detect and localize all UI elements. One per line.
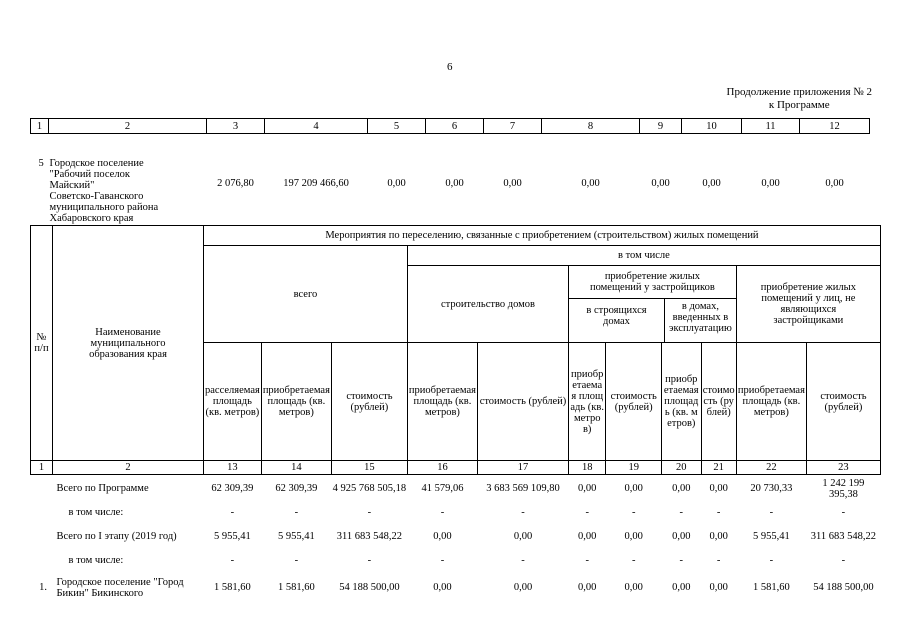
cell-value: - <box>440 507 445 518</box>
cell-value: 0,00 <box>709 483 728 495</box>
build-header: строительство домов <box>407 266 568 343</box>
cell-value: 62 309,39 <box>275 483 318 495</box>
subheader-cell: стоимость (рублей) <box>606 343 662 461</box>
column-number: 13 <box>204 461 262 475</box>
column-number: 20 <box>661 461 701 475</box>
subheader-cell: стоимость (рублей) <box>478 343 569 461</box>
column-number: 16 <box>407 461 477 475</box>
municipality-name <box>49 134 207 233</box>
cell-value: 0,00 <box>387 177 406 189</box>
cell-value: 0,00 <box>825 177 844 189</box>
continuation-table <box>30 118 870 232</box>
cell-value: 0,00 <box>433 582 452 593</box>
cell-value: - <box>679 507 683 518</box>
column-number: 17 <box>478 461 569 475</box>
cell-value: 311 683 548,22 <box>810 531 877 542</box>
row-number <box>31 523 53 551</box>
cell-value: - <box>367 507 372 518</box>
cell-value: 0,00 <box>513 531 533 542</box>
cell-value: 0,00 <box>445 177 464 189</box>
dev-commissioned-header: в домах, введенных в эксплуатацию <box>669 301 732 334</box>
row-name: Городское поселение "Город Бикин" Бикинского <box>56 576 184 599</box>
subheader-cell: расселяемая площадь (кв. метров) <box>204 343 262 461</box>
cell-value: 2 076,80 <box>217 177 254 189</box>
cell-value: 0,00 <box>672 531 691 542</box>
table1-header-cell: 12 <box>800 119 870 134</box>
row-name: Всего по Программе <box>56 483 149 495</box>
cell-value: 1 581,60 <box>753 582 790 593</box>
cell-value: - <box>716 507 721 518</box>
column-number: 1 <box>31 461 53 475</box>
cell-value: 0,00 <box>624 531 643 542</box>
cell-value: - <box>440 555 445 566</box>
cell-value: 5 955,41 <box>277 531 315 542</box>
nondev-header: приобретение жилых помещений у лиц, не являющихся застройщиками <box>736 266 880 343</box>
row-number: 1. <box>39 582 47 593</box>
row-number <box>31 503 53 523</box>
cell-value: - <box>230 555 235 566</box>
cell-value: 0,00 <box>702 177 721 189</box>
cell-value: - <box>585 555 589 566</box>
cell-value: 0,00 <box>624 483 643 495</box>
cell-value: 54 188 500,00 <box>339 582 400 593</box>
table1-header-cell: 8 <box>542 119 640 134</box>
row-number <box>31 551 53 571</box>
cell-value: 0,00 <box>709 531 728 542</box>
column-number: 19 <box>606 461 662 475</box>
cell-value: - <box>769 555 774 566</box>
cell-value: 0,00 <box>578 582 597 593</box>
table1-header-cell: 9 <box>640 119 682 134</box>
dev-title: приобретение жилых помещений у застройщиков <box>569 266 736 299</box>
cell-value: 0,00 <box>761 177 780 189</box>
dev-header <box>569 266 737 343</box>
name-line: Советско-Гаванского <box>49 191 144 202</box>
table1-header-cell: 2 <box>49 119 207 134</box>
cell-value: 1 581,60 <box>214 582 251 593</box>
cell-value: - <box>631 507 636 518</box>
row-number <box>31 475 53 503</box>
table-row <box>31 503 881 523</box>
column-number: 18 <box>569 461 606 475</box>
col-number-header: № п/п <box>31 226 53 461</box>
cell-value: 0,00 <box>503 177 522 189</box>
name-line: Городское поселение <box>49 158 144 169</box>
cell-value: 41 579,06 <box>421 483 464 495</box>
subheader-cell: приобретаемая площадь (кв. метров) <box>407 343 477 461</box>
subheader-cell: приобретаемая площадь (кв. метров) <box>569 343 606 461</box>
table1-header-cell: 10 <box>682 119 742 134</box>
column-number: 21 <box>701 461 736 475</box>
cell-value: 0,00 <box>578 483 597 495</box>
cell-value: 0,00 <box>581 177 600 189</box>
table-row <box>31 134 870 233</box>
cell-value: - <box>521 507 525 518</box>
subheader-cell: стоимость (рублей) <box>331 343 407 461</box>
appendix-caption <box>727 86 872 112</box>
cell-value: 3 683 569 109,80 <box>486 483 560 495</box>
row-name: в том числе: <box>68 507 124 518</box>
cell-value: 0,00 <box>672 582 691 593</box>
row-name: в том числе: <box>68 555 124 566</box>
table1-header-cell: 3 <box>207 119 265 134</box>
cell-value: - <box>631 555 636 566</box>
table1-header-cell: 5 <box>368 119 426 134</box>
cell-value: - <box>294 507 299 518</box>
incl-header: в том числе <box>407 246 880 266</box>
table-row <box>31 551 881 571</box>
name-line: муниципального района <box>49 202 159 213</box>
caption-line-1: Продолжение приложения № 2 <box>726 86 872 98</box>
subheader-cell: приобретаемая площадь (кв. метров) <box>736 343 806 461</box>
cell-value: - <box>841 555 846 566</box>
table1-header-cell: 7 <box>484 119 542 134</box>
name-line: "Рабочий поселок <box>49 169 130 180</box>
cell-value: 0,00 <box>651 177 670 189</box>
total-header: всего <box>204 246 408 343</box>
cell-value: - <box>716 555 721 566</box>
column-number: 15 <box>331 461 407 475</box>
table-row <box>31 523 881 551</box>
cell-value: - <box>585 507 589 518</box>
cell-value: - <box>230 507 235 518</box>
name-line: Майский" <box>49 180 95 191</box>
cell-value: 197 209 466,60 <box>283 177 349 189</box>
cell-value: 20 730,33 <box>750 483 793 495</box>
subheader-cell: приобретаемая площадь (кв. метров) <box>661 343 701 461</box>
cell-value: - <box>841 507 846 518</box>
dev-construct-header: в строящихся домах <box>569 299 665 342</box>
name-line: Хабаровского края <box>49 213 134 224</box>
column-number: 22 <box>736 461 806 475</box>
subheader-cell: стоимость (рублей) <box>806 343 880 461</box>
page-number: 6 <box>447 61 453 73</box>
table1-header-cell: 6 <box>426 119 484 134</box>
column-number: 14 <box>261 461 331 475</box>
cell-value: 62 309,39 <box>211 483 254 495</box>
resettlement-table <box>30 225 881 605</box>
cell-value: 1 581,60 <box>277 582 315 593</box>
column-number: 23 <box>806 461 880 475</box>
cell-value: 0,00 <box>578 531 597 542</box>
row-name: Всего по I этапу (2019 год) <box>56 531 177 542</box>
cell-value: 5 955,41 <box>214 531 251 542</box>
column-numbers-row <box>31 461 881 475</box>
row-number: 5 <box>38 158 44 169</box>
cell-value: 1 242 199 395,38 <box>822 477 865 500</box>
cell-value: - <box>521 555 525 566</box>
cell-value: 0,00 <box>624 582 643 593</box>
cell-value: 5 955,41 <box>753 531 790 542</box>
cell-value: - <box>367 555 372 566</box>
cell-value: 4 925 768 505,18 <box>332 483 407 495</box>
cell-value: 54 188 500,00 <box>813 582 874 593</box>
cell-value: 0,00 <box>433 531 452 542</box>
cell-value: - <box>294 555 299 566</box>
header-row <box>31 226 881 246</box>
cell-value: - <box>769 507 774 518</box>
caption-line-2: к Программе <box>768 99 830 111</box>
table-row <box>31 475 881 503</box>
subheader-cell: стоимость (рублей) <box>701 343 736 461</box>
table1-header-row <box>31 119 870 134</box>
table1-header-cell: 11 <box>742 119 800 134</box>
cell-value: 0,00 <box>672 483 691 495</box>
table1-header-cell: 1 <box>31 119 49 134</box>
table1-header-cell: 4 <box>265 119 368 134</box>
cell-value: 0,00 <box>709 582 728 593</box>
main-title-header: Мероприятия по переселению, связанные с приобретением (строительством) жилых помещений <box>204 226 881 246</box>
table-row <box>31 571 881 605</box>
cell-value: 311 683 548,22 <box>336 531 403 542</box>
cell-value: 0,00 <box>513 582 533 593</box>
subheader-cell: приобретаемая площадь (кв. метров) <box>261 343 331 461</box>
cell-value: - <box>679 555 683 566</box>
column-number: 2 <box>53 461 204 475</box>
col-name-header: Наименование муниципального образования края <box>53 226 204 461</box>
